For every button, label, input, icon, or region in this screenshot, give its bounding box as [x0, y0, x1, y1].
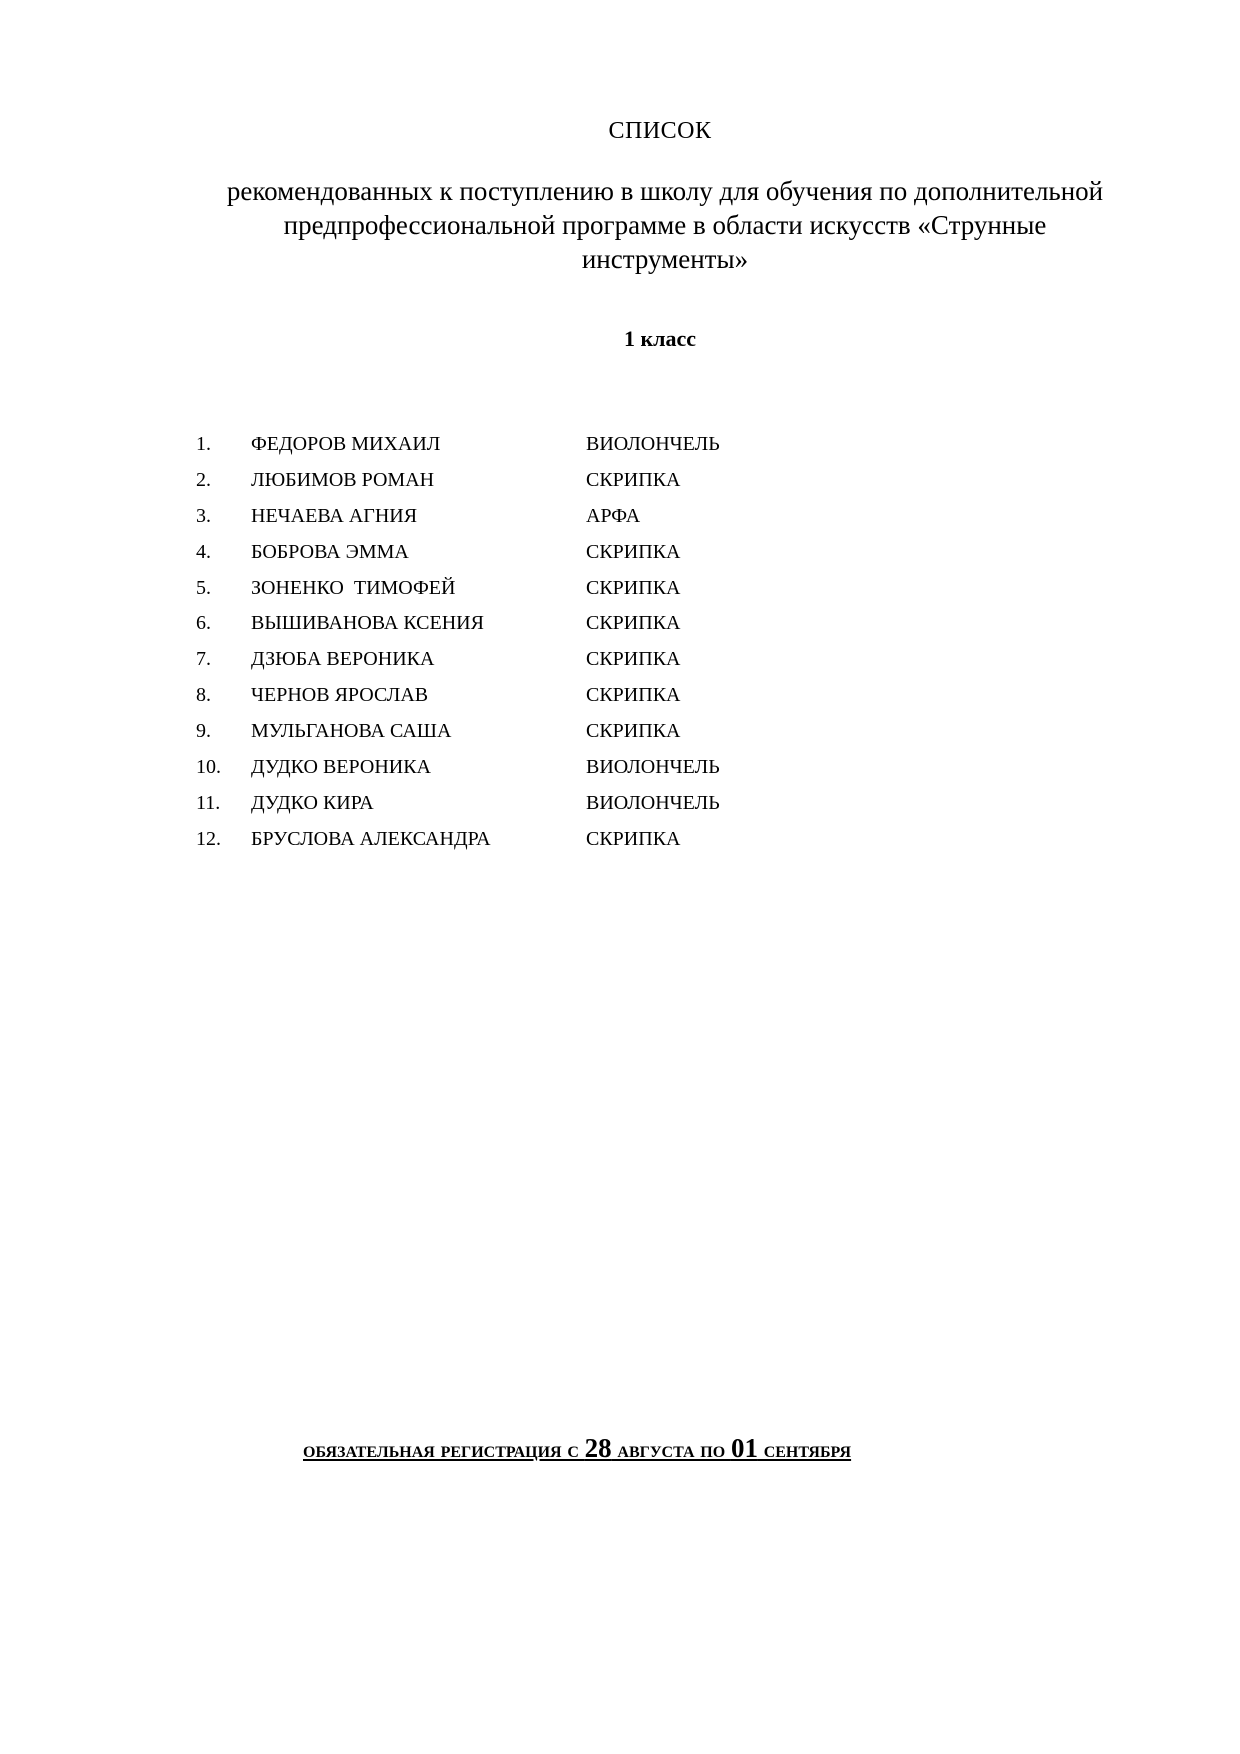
- student-instrument: ВИОЛОНЧЕЛЬ: [586, 756, 720, 779]
- student-row: [0, 713, 1240, 749]
- student-name: ВЫШИВАНОВА КСЕНИЯ: [251, 612, 484, 635]
- student-name: БРУСЛОВА АЛЕКСАНДРА: [251, 827, 491, 850]
- row-number: 3.: [196, 504, 211, 527]
- student-list: [0, 426, 1240, 857]
- student-name: ЗОНЕНКО ТИМОФЕЙ: [251, 576, 456, 599]
- row-number: 1.: [196, 433, 211, 455]
- student-instrument: СКРИПКА: [586, 540, 681, 563]
- student-instrument: ВИОЛОНЧЕЛЬ: [586, 433, 720, 455]
- student-row: [0, 785, 1240, 821]
- registration-text-start: обязательная регистрация с: [303, 1437, 585, 1462]
- student-name: ДУДКО КИРА: [251, 791, 374, 814]
- registration-notice: [303, 1428, 1023, 1470]
- row-number: 8.: [196, 684, 211, 707]
- student-row: [0, 641, 1240, 677]
- student-row: [0, 821, 1240, 857]
- student-instrument: СКРИПКА: [586, 827, 681, 850]
- row-number: 6.: [196, 612, 211, 635]
- student-row: [0, 605, 1240, 641]
- row-number: 10.: [196, 756, 221, 779]
- row-number: 11.: [196, 791, 221, 814]
- student-instrument: СКРИПКА: [586, 576, 681, 599]
- student-row: [0, 677, 1240, 713]
- student-instrument: СКРИПКА: [586, 612, 681, 635]
- student-instrument: СКРИПКА: [586, 684, 681, 707]
- student-instrument: СКРИПКА: [586, 468, 681, 491]
- student-instrument: АРФА: [586, 504, 641, 527]
- row-number: 12.: [196, 827, 221, 850]
- registration-end-day: 01: [730, 1433, 758, 1463]
- row-number: 9.: [196, 720, 211, 743]
- student-name: ЛЮБИМОВ РОМАН: [251, 468, 435, 491]
- row-number: 4.: [196, 540, 211, 563]
- student-name: ЧЕРНОВ ЯРОСЛАВ: [251, 684, 429, 707]
- row-number: 2.: [196, 468, 211, 491]
- registration-text-middle: августа по: [611, 1437, 731, 1462]
- student-instrument: СКРИПКА: [586, 648, 681, 671]
- registration-text-end: сентября: [757, 1437, 852, 1462]
- student-row: [0, 498, 1240, 534]
- student-name: ДУДКО ВЕРОНИКА: [251, 756, 431, 779]
- student-name: ДЗЮБА ВЕРОНИКА: [251, 648, 435, 671]
- student-name: ФЕДОРОВ МИХАИЛ: [251, 433, 441, 455]
- document-subtitle: рекомендованных к поступлению в школу для обучения по дополнительной предпрофессиональной программе в области искусств «Струнные инструменты»: [226, 176, 1104, 274]
- document-title: СПИСОК: [608, 118, 712, 144]
- row-number: 5.: [196, 576, 211, 599]
- student-instrument: ВИОЛОНЧЕЛЬ: [586, 791, 720, 814]
- student-row: [0, 749, 1240, 785]
- student-row: [0, 462, 1240, 498]
- student-name: НЕЧАЕВА АГНИЯ: [251, 504, 418, 527]
- student-row: [0, 570, 1240, 606]
- student-name: МУЛЬГАНОВА САША: [251, 720, 452, 743]
- student-row: [0, 534, 1240, 570]
- registration-start-day: 28: [584, 1433, 612, 1463]
- student-instrument: СКРИПКА: [586, 720, 681, 743]
- student-row: [0, 426, 1240, 462]
- student-name: БОБРОВА ЭММА: [251, 540, 409, 563]
- row-number: 7.: [196, 648, 211, 671]
- class-label: 1 класс: [623, 326, 697, 351]
